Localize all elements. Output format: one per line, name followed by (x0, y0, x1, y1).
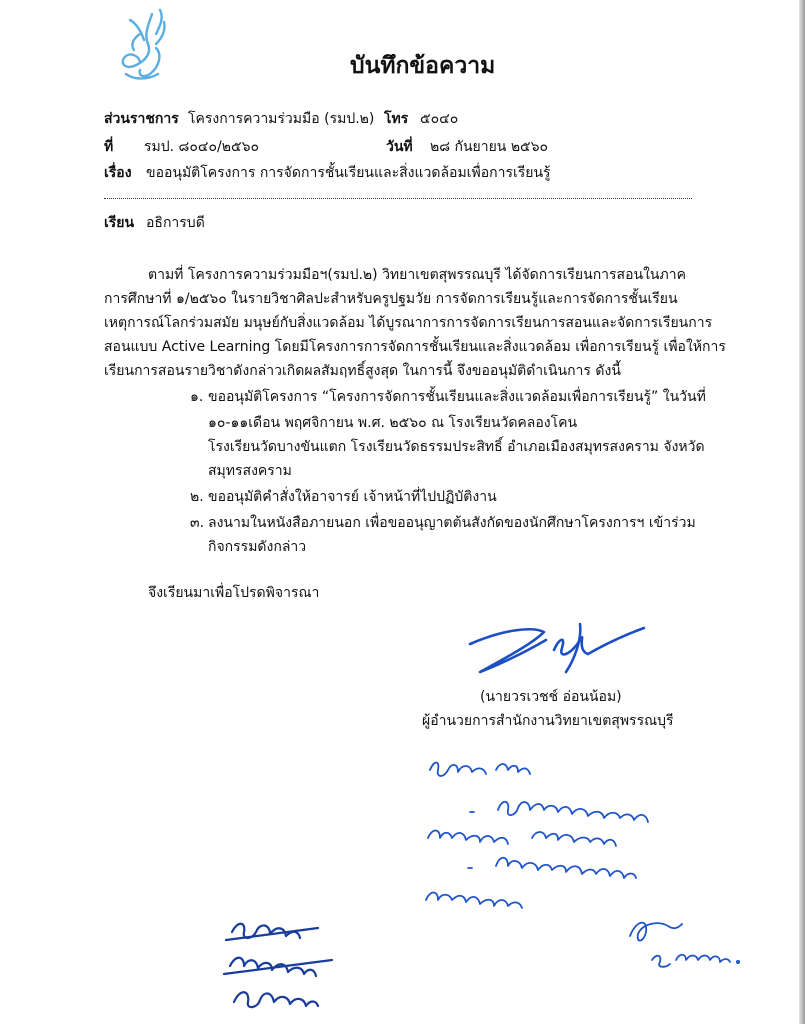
item-number: ๑. (190, 389, 204, 405)
handwritten-note (420, 740, 770, 970)
date-value: ๒๘ กันยายน ๒๕๖๐ (430, 139, 549, 155)
item-number: ๒. (190, 489, 204, 505)
phone-label: โทร (384, 111, 409, 127)
body-line: ตามที่ โครงการความร่วมมือฯ(รมป.๒) วิทยาเขตสุพรรณบุรี ได้จัดการเรียนการสอนในภาค (148, 267, 686, 283)
agency-value: โครงการความร่วมมือ (รมป.๒) (188, 111, 375, 127)
body-line: การศึกษาที่ ๑/๒๕๖๐ ในรายวิชาศิลปะสำหรับครูปฐมวัย การจัดการเรียนรู้และการจัดการชั้นเรียน (104, 291, 678, 307)
header-divider (104, 198, 692, 199)
garuda-emblem-icon (104, 4, 184, 84)
item-line: สมุทรสงคราม (208, 463, 292, 479)
agency-label: ส่วนราชการ (104, 111, 179, 127)
body-line: เหตุการณ์โลกร่วมสมัย มนุษย์กับสิ่งแวดล้อม ได้บูรณาการการจัดการเรียนการสอนและจัดการเรียนการ (104, 315, 713, 331)
item-line: ขออนุมัติโครงการ “โครงการจัดการชั้นเรียนและสิ่งแวดล้อมเพื่อการเรียนรู้” ในวันที่ (208, 389, 706, 405)
signatory-position: ผู้อำนวยการสำนักงานวิทยาเขตสุพรรณบุรี (422, 713, 674, 729)
reference-value: รมป. ๘๐๔๐/๒๕๖๐ (144, 139, 259, 155)
item-line: กิจกรรมดังกล่าว (208, 539, 307, 555)
subject-label: เรื่อง (104, 165, 132, 181)
subject-value: ขออนุมัติโครงการ การจัดการชั้นเรียนและสิ่งแวดล้อมเพื่อการเรียนรู้ (146, 165, 551, 181)
item-line: ขออนุมัติคำสั่งให้อาจารย์ เจ้าหน้าที่ไปปฏิบัติงาน (208, 489, 497, 505)
body-line: สอนแบบ Active Learning โดยมีโครงการการจัดการชั้นเรียนและสิ่งแวดล้อม เพื่อการเรียนรู้ เพื่อให้การ (104, 339, 726, 355)
date-label: วันที่ (386, 139, 413, 155)
item-line: ๑๐-๑๑เดือน พฤศจิกายน พ.ศ. ๒๕๖๐ ณ โรงเรียนวัดคลองโคน (208, 415, 578, 431)
signatory-name: (นายวรเวชช์ อ่อนน้อม) (480, 689, 622, 705)
phone-value: ๕๐๔๐ (420, 111, 459, 127)
closing-text: จึงเรียนมาเพื่อโปรดพิจารณา (148, 585, 320, 601)
page-title: บันทึกข้อความ (350, 53, 496, 79)
to-value: อธิการบดี (146, 215, 205, 231)
body-line: เรียนการสอนรายวิชาดังกล่าวเกิดผลสัมฤทธิ์สูงสุด ในการนี้ จึงขออนุมัติดำเนินการ ดังนี้ (104, 363, 621, 379)
reference-label: ที่ (104, 139, 114, 155)
item-line: ลงนามในหนังสือภายนอก เพื่อขออนุญาตต้นสังกัดของนักศึกษาโครงการฯ เข้าร่วม (208, 515, 696, 531)
item-number: ๓. (190, 515, 205, 531)
page-edge-shadow (799, 0, 805, 1024)
blue-ink-signature-icon (462, 610, 652, 678)
handwritten-approval-signatures-icon (222, 910, 342, 1020)
to-label: เรียน (104, 215, 135, 231)
item-line: โรงเรียนวัดบางขันแตก โรงเรียนวัดธรรมประสิทธิ์ อำเภอเมืองสมุทรสงคราม จังหวัด (208, 439, 705, 455)
